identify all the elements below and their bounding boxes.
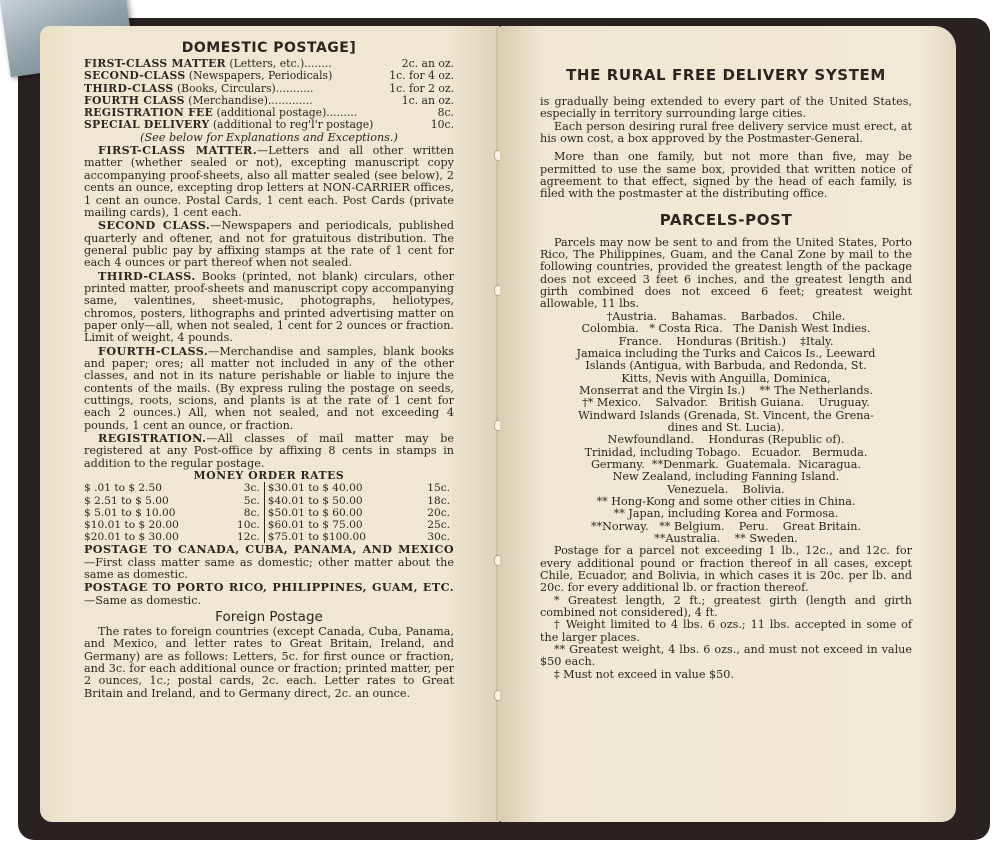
parcels-post-intro: Parcels may now be sent to and from the United States, Porto Rico, The Philippines, Guam, and the Canal Zone by mail to the following countries, provided the greatest length of the package does not exceed 3 feet 6 inches, and the greatest length and girth combined does not exceed 6 feet; greatest weight allowable, 11 lbs. (540, 235, 912, 311)
postage-rate-row (84, 119, 454, 131)
first-class-heading: FIRST-CLASS MATTER. (98, 143, 258, 158)
rate-class-label: THIRD-CLASS (84, 81, 174, 95)
money-order-row (84, 495, 454, 507)
money-order-row (84, 507, 454, 519)
parcels-post-title: PARCELS-POST (659, 210, 793, 229)
footnote-value-limit: ‡ Must not exceed in value $50. (554, 667, 734, 681)
footnote-greatest-length: * Greatest length, 2 ft.; greatest girth (length and girth combined not considered), 4 ft. (540, 593, 912, 620)
country-line: Monserrat and the Virgin Is.) ** The Netherlands. (579, 383, 873, 397)
country-line: ** Japan, including Korea and Formosa. (613, 507, 839, 521)
rate-value: 2c. an oz. (401, 57, 454, 70)
porto-rico-text: —Same as domestic. (84, 593, 202, 607)
rate-value: 1c. for 2 oz. (389, 81, 454, 95)
country-line: **Australia. ** Sweden. (654, 532, 798, 545)
fourth-class-heading: FOURTH-CLASS. (98, 343, 209, 358)
money-order-range: $40.01 to $ 50.00 (264, 495, 414, 507)
registration-paragraph (84, 432, 454, 470)
rate-class-desc: (Letters, etc.)........ (225, 57, 332, 70)
money-order-row (84, 482, 454, 494)
registration-heading: REGISTRATION. (98, 431, 207, 446)
money-order-range: $10.01 to $ 20.00 (84, 518, 179, 531)
porto-rico-paragraph (84, 581, 454, 607)
rate-description (84, 119, 373, 131)
country-line: France. Honduras (British.) ‡Italy. (618, 334, 834, 348)
rfd-paragraph-2: Each person desiring rural free delivery service must erect, at his own cost, a box approved by the Postmaster-General. (540, 119, 912, 146)
third-class-heading: THIRD-CLASS. (98, 268, 196, 283)
first-class-text: —Letters and all other written matter (whether sealed or not), excepting manuscript copy accompanying proof-sheets, also all matter sealed (see below), 2 cents an ounce, excepting drop letters at NON-CARRIER offices, 1 cent an ounce. Postal Cards, 1 cent each. Post Cards (private mailing cards), 1 cent each. (84, 144, 454, 219)
country-line: Kitts, Nevis with Anguilla, Dominica, (621, 371, 831, 385)
rate-value: 10c. (430, 118, 454, 132)
rate-class-desc: (additional to reg'l'r postage) (209, 118, 374, 132)
second-class-heading: SECOND CLASS. (98, 218, 211, 233)
country-line: New Zealand, including Fanning Island. (612, 470, 840, 484)
rfd-paragraph-3: More than one family, but not more than five, may be permitted to use the same box, provided that written notice of agreement to that effect, signed by the head of each family, is filed with the postmaster at the distributing office. (540, 150, 912, 201)
money-order-fee: 3c. (243, 482, 260, 495)
domestic-postage-title: DOMESTIC POSTAGE] (181, 40, 357, 56)
money-order-fee: 12c. (236, 531, 260, 544)
rate-class-label: FOURTH CLASS (84, 93, 185, 107)
money-order-fee: 15c. (427, 482, 450, 495)
rate-class-desc: (Books, Circulars)........... (173, 81, 314, 95)
money-order-range: $20.01 to $ 30.00 (84, 531, 179, 544)
country-line: Newfoundland. Honduras (Republic of). (607, 433, 845, 447)
country-line: Jamaica including the Turks and Caicos Is., Leeward (576, 346, 876, 360)
money-order-range: $30.01 to $ 40.00 (264, 482, 414, 494)
left-page (40, 26, 500, 822)
country-line: †* Mexico. Salvador. British Guiana. Uruguay. (582, 396, 870, 410)
fourth-class-paragraph (84, 345, 454, 432)
country-line: Islands (Antigua, with Barbuda, and Redonda, St. (585, 359, 867, 373)
foreign-postage-text: The rates to foreign countries (except Canada, Cuba, Panama, and Mexico, and letter rates to Great Britain, Ireland, and Germany) are as follows: Letters, 5c. for first ounce or fraction, and 3c. for each additional ounce or fraction; printed matter, per 2 ounces, 1c.; postal cards, 2c. each. Letter rates to Great Britain and Ireland, and to Germany direct, 2c. an ounce. (84, 625, 454, 700)
country-line: Windward Islands (Grenada, St. Vincent, the Grena- (578, 408, 874, 422)
rate-value: 8c. (437, 106, 454, 120)
porto-rico-heading: POSTAGE TO PORTO RICO, PHILIPPINES, GUAM, ETC. (84, 580, 454, 595)
money-order-fee: 5c. (243, 494, 260, 507)
country-line: Colombia. * Costa Rica. The Danish West Indies. (581, 322, 871, 336)
money-order-row (84, 519, 454, 531)
money-order-range: $ 5.01 to $ 10.00 (84, 506, 176, 519)
rate-class-desc: (additional postage)......... (213, 106, 358, 120)
country-line: Germany. **Denmark. Guatemala. Nicaragua. (591, 457, 861, 471)
third-class-text: Books (printed, not blank) circulars, other printed matter, proof-sheets and manuscript copy accompanying same, valentines, sheet-music, photographs, heliotypes, chromos, posters, lithographs and printed advertising matter on paper only—all, when not sealed, 1 cent for 2 ounces or fraction. Limit of weight, 4 pounds. (84, 269, 454, 345)
money-order-table (84, 482, 454, 543)
money-order-range: $ .01 to $ 2.50 (84, 482, 163, 495)
rate-class-label: FIRST-CLASS MATTER (84, 57, 226, 70)
country-list (540, 311, 912, 546)
country-line: Venezuela. Bolivia. (667, 482, 785, 496)
canada-heading: POSTAGE TO CANADA, CUBA, PANAMA, AND MEXICO (84, 542, 454, 557)
registration-text: —All classes of mail matter may be registered at any Post-office by affixing 8 cents in stamps in addition to the regular postage. (84, 432, 454, 470)
parcels-post-rate: Postage for a parcel not exceeding 1 lb., 12c., and 12c. for every additional pound or fraction thereof in all cases, except Chile, Ecuador, and Bolivia, in which cases it is 20c. per lb. and 20c. for every additional lb. or fraction thereof. (540, 544, 912, 595)
country-line: ** Hong-Kong and some other cities in China. (596, 494, 856, 508)
money-order-fee: 10c. (236, 518, 260, 531)
rate-class-label: SPECIAL DELIVERY (84, 118, 210, 132)
money-order-fee: 8c. (243, 506, 260, 519)
money-order-title: MONEY ORDER RATES (193, 469, 345, 483)
rfd-paragraph-1: is gradually being extended to every part of the United States, especially in territory surrounding large cities. (540, 95, 912, 121)
rate-class-label: REGISTRATION FEE (84, 106, 214, 120)
third-class-paragraph (84, 270, 454, 345)
money-order-fee: 18c. (427, 494, 450, 507)
canada-text: —First class matter same as domestic; other matter about the same as domestic. (84, 555, 454, 582)
money-order-range: $60.01 to $ 75.00 (264, 519, 414, 531)
money-order-range: $50.01 to $ 60.00 (264, 507, 414, 519)
postage-rate-list (84, 58, 454, 132)
country-line: Trinidad, including Tobago. Ecuador. Bermuda. (584, 445, 868, 459)
rural-free-delivery-title: THE RURAL FREE DELIVERY SYSTEM (566, 66, 886, 84)
money-order-range: $ 2.51 to $ 5.00 (84, 494, 169, 507)
footnote-weight-limited: † Weight limited to 4 lbs. 6 ozs.; 11 lbs. accepted in some of the larger places. (540, 618, 912, 644)
money-order-fee: 25c. (427, 518, 450, 531)
canada-paragraph (84, 543, 454, 581)
rate-class-label: SECOND-CLASS (84, 69, 186, 83)
rate-value: 1c. an oz. (401, 93, 454, 107)
second-class-paragraph (84, 219, 454, 269)
country-line: **Norway. ** Belgium. Peru. Great Britain. (590, 519, 862, 533)
foreign-postage-title: Foreign Postage (215, 609, 323, 626)
rate-value: 1c. for 4 oz. (389, 69, 454, 83)
country-line: dines and St. Lucia). (667, 420, 785, 434)
second-class-text: —Newspapers and periodicals, published quarterly and oftener, and not for gratuitous distribution. The general public pay by affixing stamps at the rate of 1 cent for each 4 ounces or part thereof when not sealed. (84, 219, 454, 270)
fourth-class-text: —Merchandise and samples, blank books and paper; ores; all matter not included in any of the other classes, and not in its nature perishable or liable to injure the contents of the mails. (By express ruling the postage on seeds, cuttings, roots, scions, and plants is at the rate of 1 cent for each 2 ounces.) All, when not sealed, and not exceeding 4 pounds, 1 cent an ounce, or fraction. (84, 344, 454, 432)
first-class-paragraph (84, 144, 454, 219)
money-order-fee: 30c. (427, 531, 450, 544)
see-below-note: (See below for Explanations and Exceptions.) (140, 130, 398, 144)
rate-class-desc: (Newspapers, Periodicals) (185, 69, 333, 83)
rate-class-desc: (Merchandise)............. (184, 93, 313, 107)
money-order-range: $75.01 to $100.00 (264, 531, 414, 543)
money-order-fee: 20c. (427, 506, 450, 519)
country-line: †Austria. Bahamas. Barbados. Chile. (606, 309, 846, 323)
footnote-greatest-weight: ** Greatest weight, 4 lbs. 6 ozs., and must not exceed in value $50 each. (540, 643, 912, 669)
right-page (500, 26, 956, 822)
